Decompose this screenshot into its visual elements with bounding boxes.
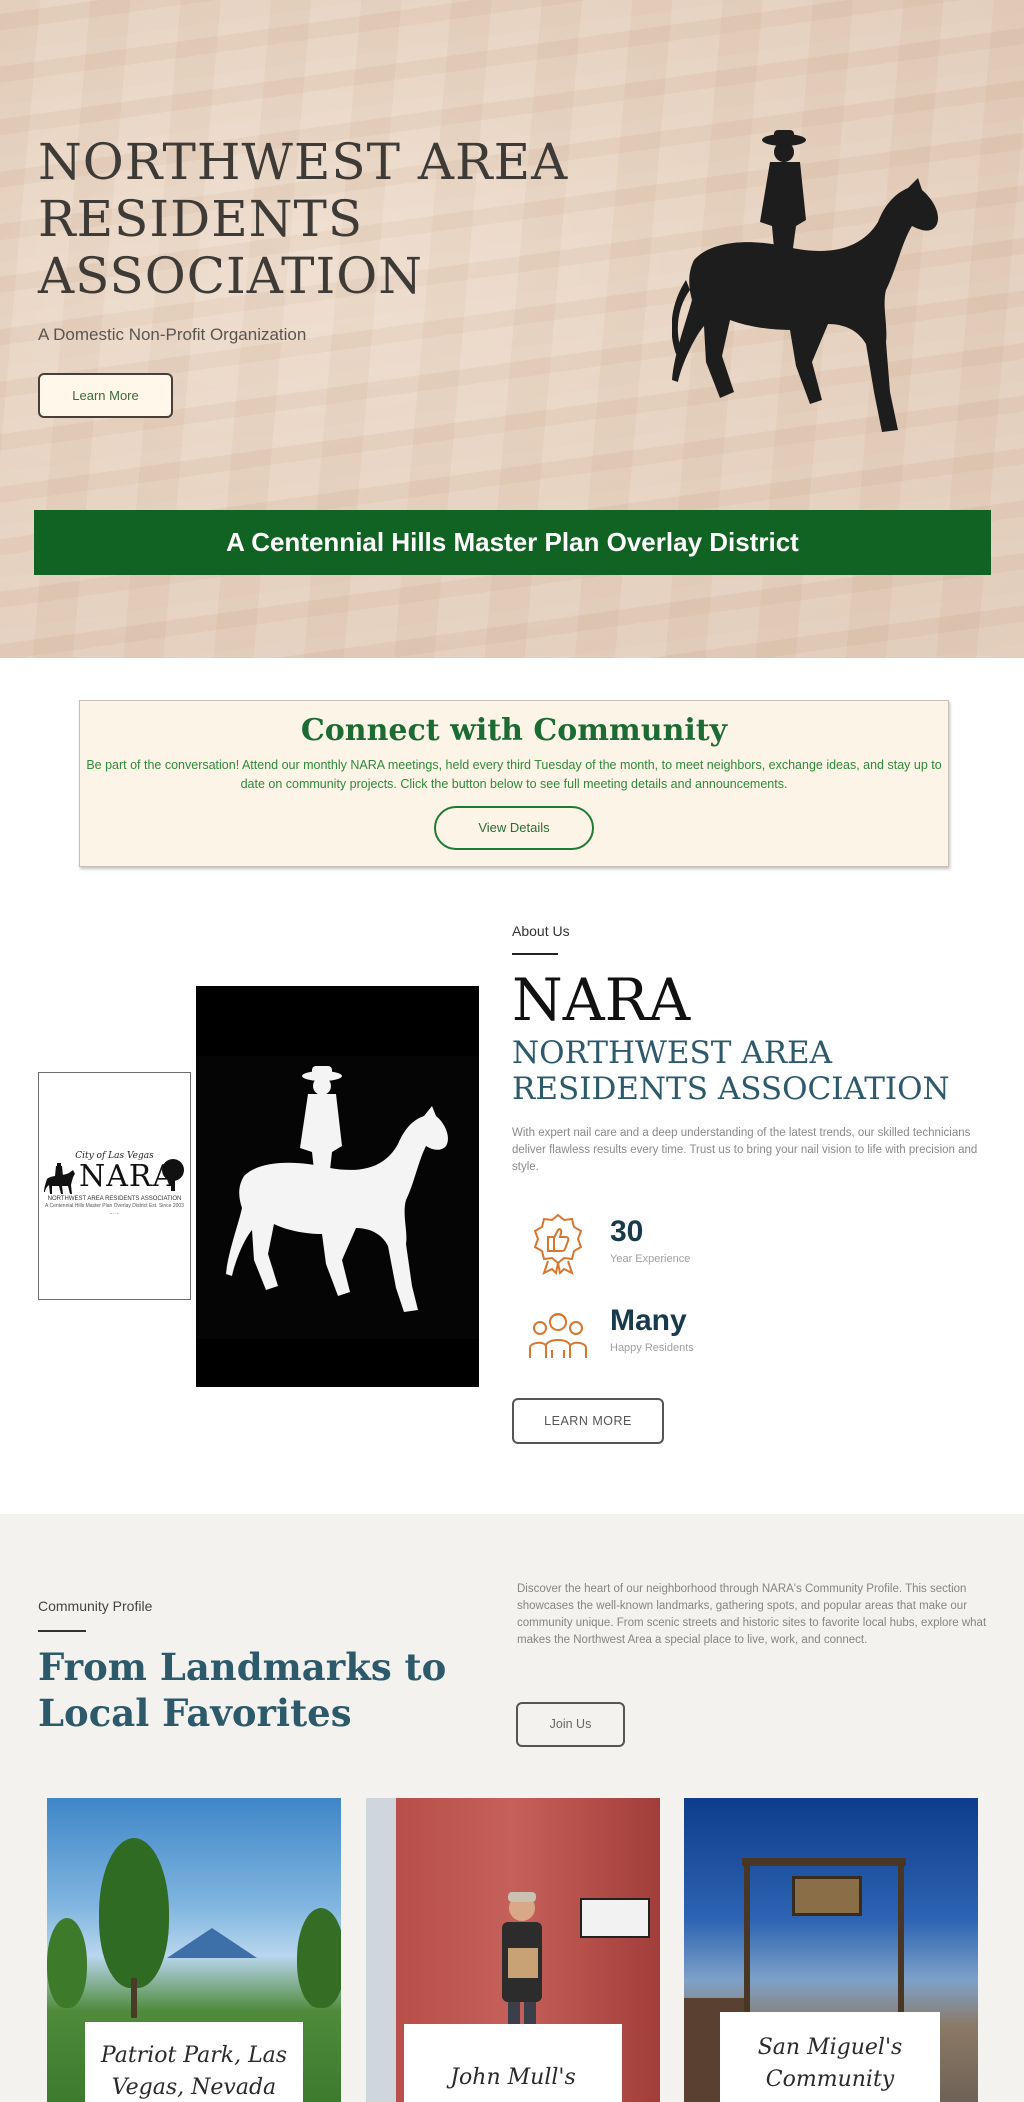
hero-content xyxy=(38,134,598,418)
connect-community-card xyxy=(79,700,949,867)
logo-city-text: City of Las Vegas xyxy=(75,1151,154,1161)
logo-horse-icon xyxy=(43,1161,77,1195)
sign-beam xyxy=(742,1858,906,1866)
residents-group-icon xyxy=(526,1300,590,1364)
overlay-district-banner: A Centennial Hills Master Plan Overlay District xyxy=(34,510,991,575)
logo-full-name: NORTHWEST AREA RESIDENTS ASSOCIATION xyxy=(47,1196,182,1202)
landmark-card-patriot-park[interactable] xyxy=(47,1798,341,2102)
horse-photo xyxy=(196,986,479,1387)
horse-rider-white-silhouette-icon xyxy=(226,1066,451,1316)
horse-rider-silhouette-icon xyxy=(672,130,942,435)
hero-section xyxy=(0,0,1024,658)
landmark-card-san-miguels[interactable] xyxy=(684,1798,978,2102)
park-tree-trunk xyxy=(131,1978,137,2018)
community-divider xyxy=(38,1630,86,1632)
park-tree xyxy=(99,1838,169,1988)
park-pavilion-roof xyxy=(167,1928,257,1958)
stat-experience-value: 30 xyxy=(610,1215,644,1248)
hunters-sign xyxy=(580,1898,650,1938)
about-divider xyxy=(512,953,558,955)
about-org-name: NORTHWEST AREA RESIDENTS ASSOCIATION xyxy=(512,1035,950,1107)
nara-logo-card xyxy=(38,1072,191,1300)
park-tree xyxy=(47,1918,87,2008)
community-profile-section xyxy=(0,1514,1024,2102)
person-holding-box-icon xyxy=(494,1888,550,2038)
join-us-button[interactable]: Join Us xyxy=(516,1702,625,1747)
park-tree xyxy=(297,1908,341,2008)
about-learn-more-button[interactable]: LEARN MORE xyxy=(512,1398,664,1444)
logo-nara-text: NARA xyxy=(79,1159,176,1194)
about-acronym: NARA xyxy=(512,966,691,1034)
stat-experience-label: Year Experience xyxy=(610,1253,691,1265)
logo-tagline: A Centennial Hills Master Plan Overlay District Est. Since 2003 ... ... xyxy=(45,1203,184,1216)
card-caption: San Miguel's Community xyxy=(720,2012,940,2102)
stat-experience xyxy=(526,1211,826,1275)
stat-residents-label: Happy Residents xyxy=(610,1342,694,1354)
connect-text: Be part of the conversation! Attend our monthly NARA meetings, held every third Tuesday of the month, to meet neighbors, exchange ideas, and stay up to date on community projects. Click the button below to see full meeting details and announcements. xyxy=(86,758,942,791)
connect-title: Connect with Community xyxy=(300,713,728,748)
landmark-card-john-mulls[interactable] xyxy=(366,1798,660,2102)
community-eyebrow: Community Profile xyxy=(38,1598,153,1614)
about-description: With expert nail care and a deep understanding of the latest trends, our skilled technicians deliver flawless results every time. Trust us to bring your nail vision to life with precision and style. xyxy=(512,1127,978,1173)
community-description: Discover the heart of our neighborhood through NARA's Community Profile. This section showcases the well-known landmarks, gathering spots, and popular areas that make our community unique. From scenic streets and historic sites to favorite local hubs, explore what makes the Northwest Area a special place to live, work, and connect. xyxy=(517,1583,987,1646)
view-details-button[interactable]: View Details xyxy=(434,806,594,850)
community-title: From Landmarks to Local Favorites xyxy=(38,1645,447,1735)
card-caption: Patriot Park, Las Vegas, Nevada xyxy=(85,2022,303,2102)
award-thumbs-up-icon xyxy=(526,1211,590,1275)
hanging-sign xyxy=(792,1876,862,1916)
hero-subtitle: A Domestic Non-Profit Organization xyxy=(38,325,307,344)
about-section xyxy=(512,923,992,1428)
hero-title: NORTHWEST AREA RESIDENTS ASSOCIATION xyxy=(38,133,569,305)
card-caption: John Mull's xyxy=(404,2024,622,2102)
storefront-pole xyxy=(366,1798,396,2102)
stat-residents-value: Many xyxy=(610,1304,687,1337)
stat-residents xyxy=(526,1300,826,1364)
about-eyebrow: About Us xyxy=(512,923,570,939)
learn-more-button[interactable]: Learn More xyxy=(38,373,173,418)
